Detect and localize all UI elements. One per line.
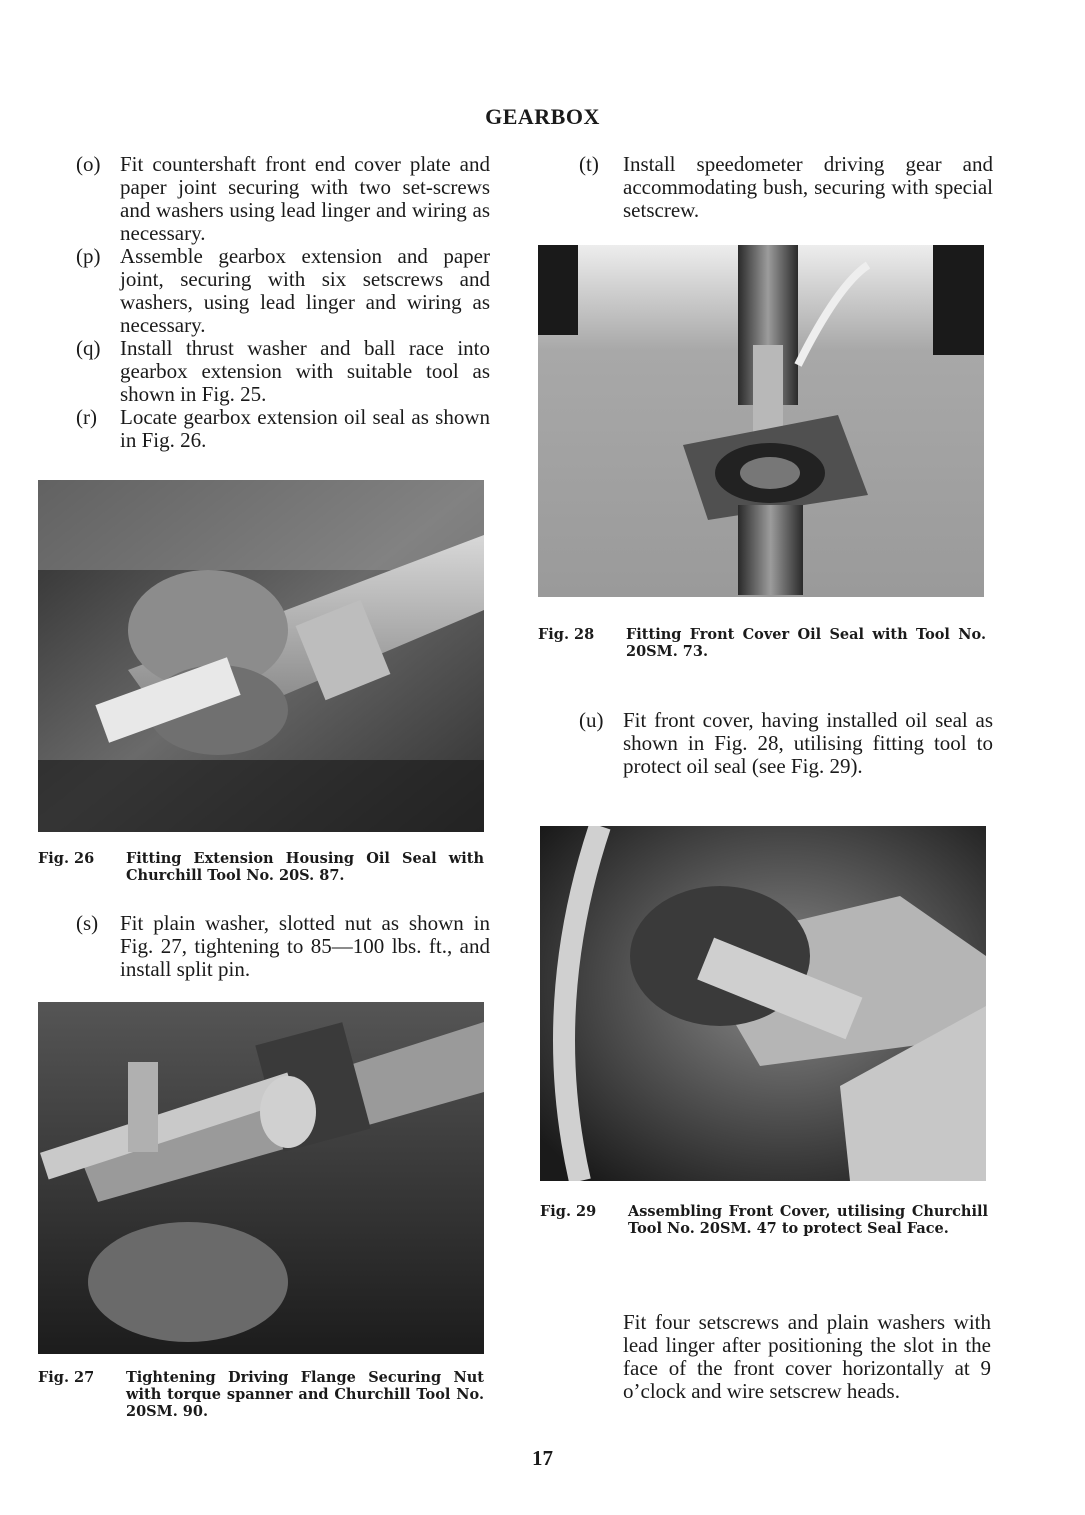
closing-text: Fit four setscrews and plain washers with lead linger after positioning the slot in the face of the front cover horizontally at 9 o’clock and wire setscrew heads.: [623, 1310, 991, 1403]
caption-text: Fitting Front Cover Oil Seal with Tool No. 20SM. 73.: [626, 626, 986, 660]
fig27-caption: [38, 1369, 484, 1420]
step-label: (r): [76, 405, 97, 429]
step-text: Install speedometer driving gear and accommodating bush, securing with special setscrew.: [623, 152, 993, 222]
step-text: Fit front cover, having installed oil seal as shown in Fig. 28, utilising fitting tool to protect oil seal (see Fig. 29).: [623, 708, 993, 778]
step-label: (t): [579, 152, 599, 176]
figure-number: Fig. 26: [38, 850, 95, 867]
caption-text: Fitting Extension Housing Oil Seal with Churchill Tool No. 20S. 87.: [126, 850, 484, 884]
closing-paragraph: [623, 1311, 991, 1403]
step-label: (u): [579, 708, 604, 732]
fig26-photo: [38, 480, 484, 832]
fig29-photo: [540, 826, 986, 1181]
step-o: [76, 153, 490, 245]
step-label: (o): [76, 152, 101, 176]
step-r: [76, 406, 490, 452]
step-text: Fit plain washer, slotted nut as shown in Fig. 27, tightening to 85—100 lbs. ft., and install split pin.: [120, 911, 490, 981]
fig26-caption: [38, 850, 484, 884]
step-label: (q): [76, 336, 101, 360]
fig28-caption: [538, 626, 986, 660]
step-u: [579, 709, 993, 778]
figure-number: Fig. 29: [540, 1203, 597, 1220]
fig28-photo: [538, 245, 984, 597]
step-text: Fit countershaft front end cover plate and paper joint securing with two set-screws and washers using lead linger and wiring as necessary.: [120, 152, 490, 245]
step-p: [76, 245, 490, 337]
step-label: (s): [76, 911, 99, 935]
page-title: GEARBOX: [485, 104, 600, 129]
figure-number: Fig. 27: [38, 1369, 95, 1386]
figure-number: Fig. 28: [538, 626, 595, 643]
caption-text: Tightening Driving Flange Securing Nut with torque spanner and Churchill Tool No. 20SM. 90.: [126, 1369, 484, 1420]
step-s: [76, 912, 490, 981]
step-text: Locate gearbox extension oil seal as shown in Fig. 26.: [120, 405, 490, 452]
page-number: 17: [532, 1446, 553, 1470]
step-q: [76, 337, 490, 406]
fig27-photo: [38, 1002, 484, 1354]
fig29-caption: [540, 1203, 988, 1237]
step-label: (p): [76, 244, 101, 268]
step-text: Assemble gearbox extension and paper joint, securing with six setscrews and washers, using lead linger and wiring as necessary.: [120, 244, 490, 337]
caption-text: Assembling Front Cover, utilising Churchill Tool No. 20SM. 47 to protect Seal Face.: [628, 1203, 988, 1237]
step-text: Install thrust washer and ball race into gearbox extension with suitable tool as shown in Fig. 25.: [120, 336, 490, 406]
step-t: [579, 153, 993, 222]
